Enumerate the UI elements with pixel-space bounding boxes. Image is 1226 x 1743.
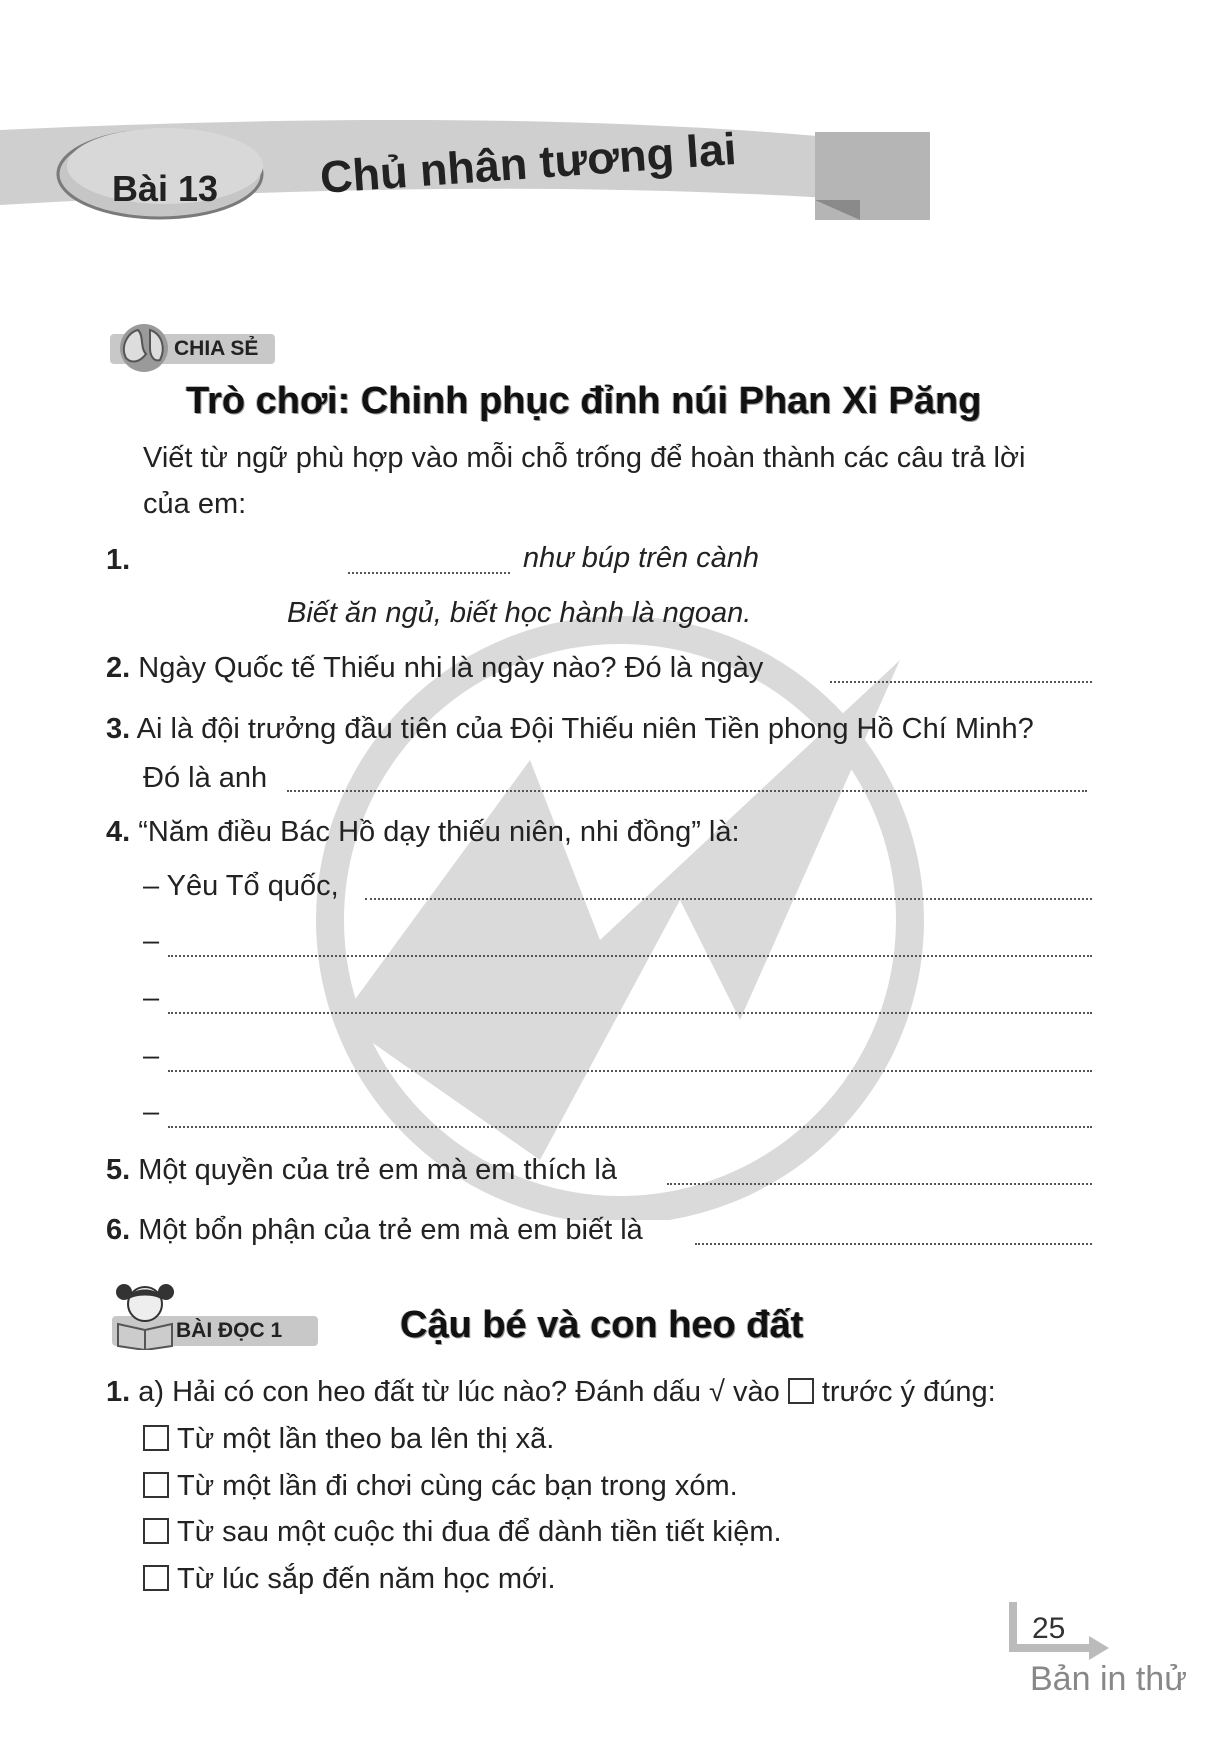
question-2 <box>106 652 763 685</box>
question-number: 2. <box>106 652 131 684</box>
answer-blank[interactable] <box>695 1243 1092 1245</box>
option-item[interactable] <box>143 1423 554 1456</box>
answer-blank[interactable] <box>365 898 1092 900</box>
option-checkbox[interactable] <box>143 1518 169 1544</box>
question-text: Một bổn phận của trẻ em mà em biết là <box>138 1214 643 1246</box>
question-text: Một quyền của trẻ em mà em thích là <box>138 1154 617 1186</box>
question-text: Ai là đội trưởng đầu tiên của Đội Thiếu niên Tiền phong Hồ Chí Minh? <box>136 713 1034 745</box>
question-text: Ngày Quốc tế Thiếu nhi là ngày nào? Đó là ngày <box>138 652 764 684</box>
draft-label: Bản in thử <box>1030 1660 1187 1698</box>
list-dash: – <box>143 1040 160 1072</box>
answer-blank[interactable] <box>830 681 1092 683</box>
option-label: Từ sau một cuộc thi đua để dành tiền tiết kiệm. <box>177 1516 782 1548</box>
share-badge-label: CHIA SẺ <box>174 337 259 360</box>
answer-blank[interactable] <box>348 572 510 574</box>
answer-blank[interactable] <box>287 790 1087 792</box>
question-6 <box>106 1214 643 1247</box>
question-number: 1. <box>106 544 131 576</box>
question-3 <box>106 713 1034 746</box>
option-item[interactable] <box>143 1563 556 1596</box>
answer-blank[interactable] <box>168 955 1092 957</box>
list-dash: – <box>143 925 160 957</box>
answer-prefix: Đó là anh <box>143 762 268 794</box>
poem-line-2: Biết ăn ngủ, biết học hành là ngoan. <box>287 597 752 629</box>
answer-blank[interactable] <box>667 1183 1092 1185</box>
question-text: “Năm điều Bác Hồ dạy thiếu niên, nhi đồng” là: <box>138 816 740 848</box>
list-item: – Yêu Tổ quốc, <box>143 870 339 902</box>
reading-badge <box>112 1316 318 1346</box>
question-number: 5. <box>106 1154 131 1186</box>
lesson-title: Chủ nhân tương lai <box>318 123 738 204</box>
option-item[interactable] <box>143 1470 738 1503</box>
question-text: a) Hải có con heo đất từ lúc nào? Đánh dấu √ vào <box>138 1376 780 1408</box>
share-intro-line2: của em: <box>143 488 247 520</box>
answer-blank[interactable] <box>168 1126 1092 1128</box>
reading-girl-icon <box>112 1280 178 1350</box>
question-text-end: trước ý đúng: <box>821 1376 996 1408</box>
hands-icon <box>110 318 172 376</box>
option-label: Từ một lần đi chơi cùng các bạn trong xóm. <box>177 1470 738 1502</box>
question-number: 1. <box>106 1376 131 1408</box>
share-title: Trò chơi: Chinh phục đỉnh núi Phan Xi Păng <box>186 380 982 422</box>
reading-badge-label: BÀI ĐỌC 1 <box>176 1319 283 1342</box>
page-number: 25 <box>1032 1612 1066 1645</box>
option-label: Từ lúc sắp đến năm học mới. <box>177 1563 556 1595</box>
question-number: 6. <box>106 1214 131 1246</box>
lesson-number: Bài 13 <box>112 168 219 209</box>
answer-blank[interactable] <box>168 1012 1092 1014</box>
question-number: 3. <box>106 713 131 745</box>
option-checkbox[interactable] <box>143 1565 169 1591</box>
option-checkbox[interactable] <box>143 1472 169 1498</box>
answer-blank[interactable] <box>168 1070 1092 1072</box>
option-item[interactable] <box>143 1516 782 1549</box>
option-checkbox[interactable] <box>143 1425 169 1451</box>
share-intro-line1: Viết từ ngữ phù hợp vào mỗi chỗ trống để hoàn thành các câu trả lời <box>143 442 1026 474</box>
question-5 <box>106 1154 617 1187</box>
share-badge <box>110 334 275 364</box>
list-dash: – <box>143 1096 160 1128</box>
list-dash: – <box>143 982 160 1014</box>
question-number: 4. <box>106 816 131 848</box>
checkbox-icon <box>788 1378 814 1404</box>
question-4 <box>106 816 740 849</box>
poem-line-1: như búp trên cành <box>523 542 760 574</box>
option-label: Từ một lần theo ba lên thị xã. <box>177 1423 555 1455</box>
reading-question-1 <box>106 1376 996 1409</box>
reading-title: Cậu bé và con heo đất <box>400 1304 804 1346</box>
